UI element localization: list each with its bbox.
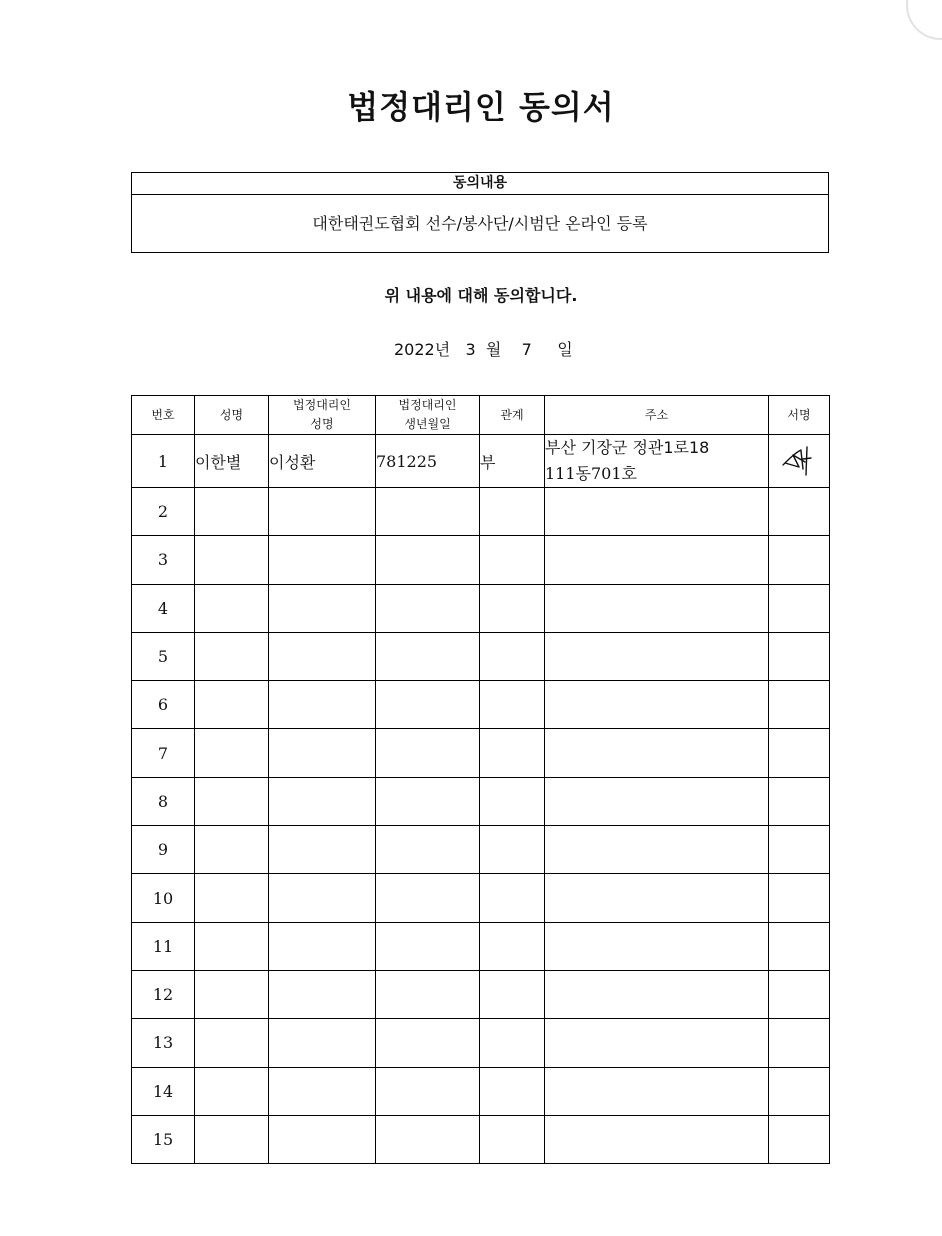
document-title: 법정대리인 동의서 — [347, 88, 615, 126]
row-number: 7 — [132, 729, 195, 777]
relation — [480, 1019, 545, 1067]
header-address: 주소 — [545, 396, 769, 435]
student-name — [195, 970, 269, 1018]
signature-cell — [769, 1115, 830, 1163]
relation — [480, 681, 545, 729]
table-header-row — [132, 396, 830, 435]
student-name — [195, 729, 269, 777]
student-name — [195, 584, 269, 632]
signature-cell — [769, 970, 830, 1018]
guardian-name: 이성환 — [269, 435, 376, 488]
student-name — [195, 488, 269, 536]
date-day-unit: 일 — [557, 340, 573, 359]
relation — [480, 488, 545, 536]
student-name — [195, 777, 269, 825]
row-number: 8 — [132, 777, 195, 825]
guardian-birthdate — [376, 1019, 480, 1067]
table-row — [132, 922, 830, 970]
row-number: 12 — [132, 970, 195, 1018]
guardian-birthdate — [376, 1067, 480, 1115]
table-row — [132, 632, 830, 680]
guardian-birthdate — [376, 1115, 480, 1163]
table-row — [132, 536, 830, 584]
row-number: 11 — [132, 922, 195, 970]
guardian-birthdate — [376, 777, 480, 825]
guardian-birthdate — [376, 488, 480, 536]
address — [545, 488, 769, 536]
guardian-name — [269, 922, 376, 970]
address — [545, 874, 769, 922]
address — [545, 632, 769, 680]
row-number: 15 — [132, 1115, 195, 1163]
address-line1: 부산 기장군 정관1로18 — [545, 438, 710, 457]
student-name: 이한별 — [195, 435, 269, 488]
guardian-birthdate — [376, 826, 480, 874]
student-name — [195, 1019, 269, 1067]
agreement-statement: 위 내용에 대해 동의합니다. — [384, 286, 578, 305]
header-guardian-birth-line1: 법정대리인 — [398, 398, 457, 412]
guardian-name — [269, 1115, 376, 1163]
row-number: 5 — [132, 632, 195, 680]
date-year: 2022년 — [394, 340, 451, 359]
row-number: 3 — [132, 536, 195, 584]
signature-cell — [769, 1019, 830, 1067]
header-guardian-birth-line2: 생년월일 — [404, 417, 451, 431]
relation — [480, 584, 545, 632]
table-row — [132, 488, 830, 536]
relation — [480, 874, 545, 922]
table-row — [132, 729, 830, 777]
address — [545, 970, 769, 1018]
row-number: 13 — [132, 1019, 195, 1067]
relation: 부 — [480, 435, 545, 488]
guardian-name — [269, 1019, 376, 1067]
signature-cell — [769, 536, 830, 584]
row-number: 1 — [132, 435, 195, 488]
relation — [480, 922, 545, 970]
signature-cell — [769, 874, 830, 922]
signature-cell — [769, 777, 830, 825]
address — [545, 584, 769, 632]
guardian-name — [269, 874, 376, 922]
guardian-table — [131, 395, 830, 1164]
page-corner-decoration — [906, 0, 942, 40]
table-row — [132, 1115, 830, 1163]
guardian-name — [269, 488, 376, 536]
table-row — [132, 681, 830, 729]
guardian-name — [269, 536, 376, 584]
address — [545, 826, 769, 874]
table-row — [132, 874, 830, 922]
row-number: 14 — [132, 1067, 195, 1115]
relation — [480, 632, 545, 680]
student-name — [195, 536, 269, 584]
relation — [480, 1067, 545, 1115]
signature-cell — [769, 681, 830, 729]
handwritten-signature — [779, 441, 819, 477]
consent-header: 동의내용 — [132, 173, 828, 195]
signing-date — [394, 337, 573, 360]
header-no: 번호 — [132, 396, 195, 435]
signature-cell — [769, 584, 830, 632]
guardian-name — [269, 970, 376, 1018]
table-row — [132, 1019, 830, 1067]
signature-cell — [769, 922, 830, 970]
row-number: 2 — [132, 488, 195, 536]
relation — [480, 970, 545, 1018]
row-number: 10 — [132, 874, 195, 922]
header-guardian-name — [269, 396, 376, 435]
address-line2: 111동701호 — [545, 464, 637, 483]
address — [545, 777, 769, 825]
table-row — [132, 826, 830, 874]
table-row — [132, 1067, 830, 1115]
guardian-name — [269, 729, 376, 777]
guardian-birthdate: 781225 — [376, 435, 480, 488]
relation — [480, 729, 545, 777]
relation — [480, 536, 545, 584]
table-row — [132, 777, 830, 825]
signature-cell — [769, 435, 830, 488]
guardian-birthdate — [376, 729, 480, 777]
header-guardian-name-line1: 법정대리인 — [293, 398, 351, 412]
relation — [480, 1115, 545, 1163]
student-name — [195, 632, 269, 680]
guardian-name — [269, 584, 376, 632]
address — [545, 1019, 769, 1067]
date-day: 7 — [521, 340, 532, 359]
address — [545, 1115, 769, 1163]
signature-cell — [769, 632, 830, 680]
signature-cell — [769, 729, 830, 777]
guardian-birthdate — [376, 970, 480, 1018]
header-signature: 서명 — [769, 396, 830, 435]
guardian-birthdate — [376, 536, 480, 584]
signature-cell — [769, 488, 830, 536]
student-name — [195, 826, 269, 874]
row-number: 4 — [132, 584, 195, 632]
guardian-birthdate — [376, 632, 480, 680]
table-row — [132, 970, 830, 1018]
guardian-name — [269, 777, 376, 825]
header-name: 성명 — [195, 396, 269, 435]
date-month: 3 — [465, 340, 476, 359]
table-row — [132, 435, 830, 488]
guardian-birthdate — [376, 681, 480, 729]
table-row — [132, 584, 830, 632]
address — [545, 922, 769, 970]
guardian-birthdate — [376, 922, 480, 970]
header-guardian-name-line2: 성명 — [310, 417, 334, 431]
signature-cell — [769, 1067, 830, 1115]
consent-box — [131, 172, 829, 253]
relation — [480, 777, 545, 825]
address — [545, 681, 769, 729]
student-name — [195, 1115, 269, 1163]
address — [545, 1067, 769, 1115]
header-relation: 관계 — [480, 396, 545, 435]
address — [545, 536, 769, 584]
relation — [480, 826, 545, 874]
student-name — [195, 874, 269, 922]
student-name — [195, 681, 269, 729]
student-name — [195, 922, 269, 970]
guardian-name — [269, 681, 376, 729]
student-name — [195, 1067, 269, 1115]
address — [545, 435, 769, 488]
address — [545, 729, 769, 777]
consent-content: 대한태권도협회 선수/봉사단/시범단 온라인 등록 — [312, 214, 648, 233]
row-number: 6 — [132, 681, 195, 729]
signature-cell — [769, 826, 830, 874]
guardian-birthdate — [376, 584, 480, 632]
date-month-unit: 월 — [485, 340, 502, 359]
guardian-name — [269, 632, 376, 680]
header-guardian-birth — [376, 396, 480, 435]
guardian-name — [269, 826, 376, 874]
guardian-name — [269, 1067, 376, 1115]
row-number: 9 — [132, 826, 195, 874]
guardian-birthdate — [376, 874, 480, 922]
